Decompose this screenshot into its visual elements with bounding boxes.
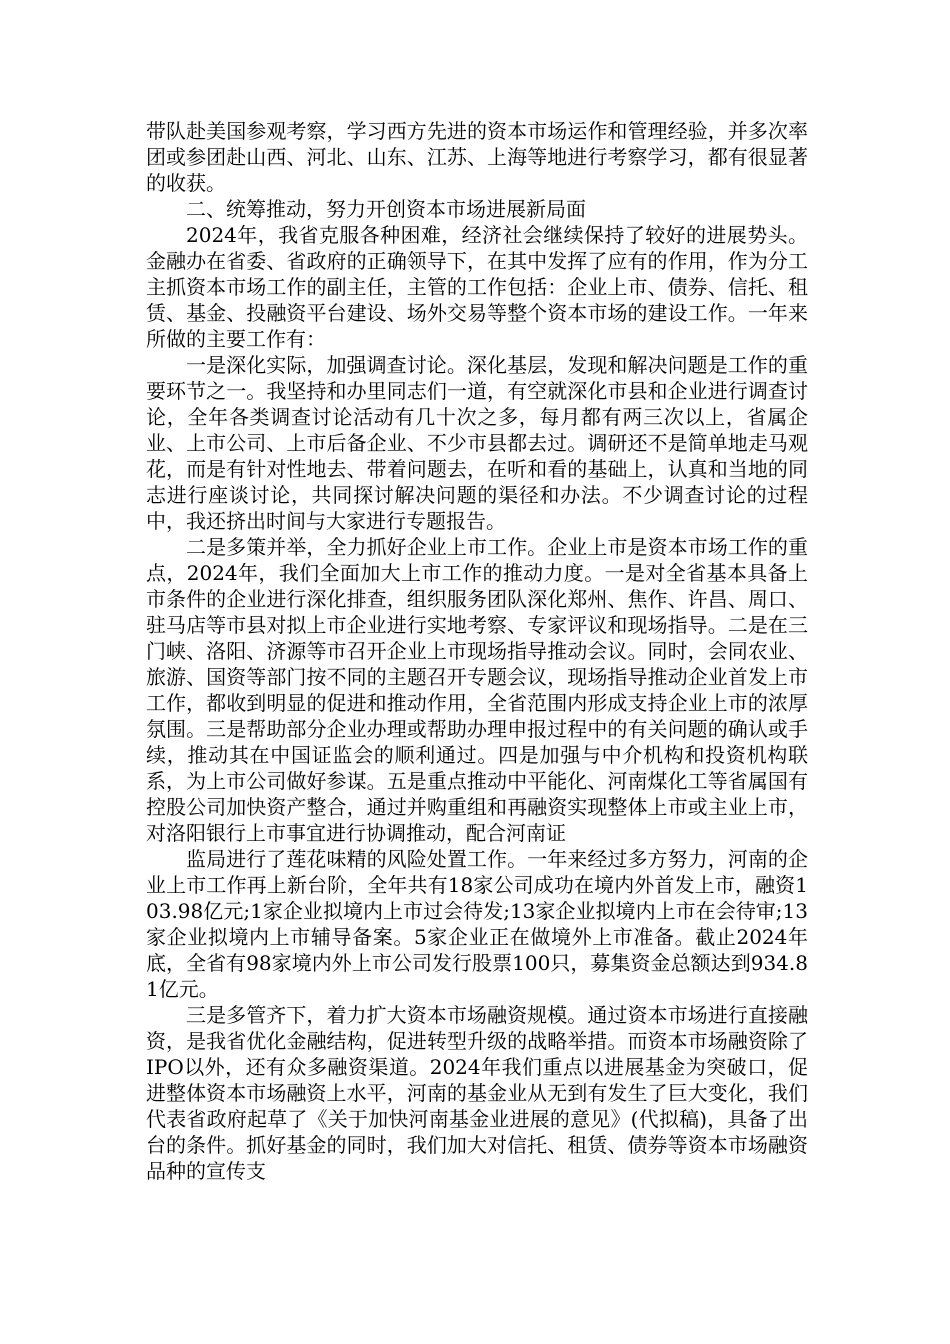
paragraph-3: 2024年，我省克服各种困难，经济社会继续保持了较好的进展势头。金融办在省委、省政府的正确领导下，在其中发挥了应有的作用，作为分工主抓资本市场工作的副主任，主管的工作包括：企业上市、债券、信托、租赁、基金、投融资平台建设、场外交易等整个资本市场的建设工作。一年来所做的主要工作有： (146, 223, 808, 351)
document-page (146, 118, 808, 1184)
paragraph-4: 一是深化实际，加强调查讨论。深化基层，发现和解决问题是工作的重要环节之一。我坚持和办里同志们一道，有空就深化市县和企业进行调查讨论，全年各类调查讨论活动有几十次之多，每月都有两三次以上，省属企业、上市公司、上市后备企业、不少市县都去过。调研还不是简单地走马观花，而是有针对性地去、带着问题去，在听和看的基础上，认真和当地的同志进行座谈讨论，共同探讨解决问题的渠径和办法。不少调查讨论的过程中，我还挤出时间与大家进行专题报告。 (146, 353, 808, 533)
paragraph-6: 监局进行了莲花味精的风险处置工作。一年来经过多方努力，河南的企业上市工作再上新台阶，全年共有18家公司成功在境内外首发上市，融资103.98亿元;1家企业拟境内上市过会待发;13家企业拟境内上市在会待审;13家企业拟境内上市辅导备案。5家企业正在做境外上市准备。截止2024年底，全省有98家境内外上市公司发行股票100只，募集资金总额达到934.81亿元。 (146, 847, 808, 1001)
paragraph-7: 三是多管齐下，着力扩大资本市场融资规模。通过资本市场进行直接融资，是我省优化金融结构，促进转型升级的战略举措。而资本市场融资除了IPO以外，还有众多融资渠道。2024年我们重点以进展基金为突破口，促进整体资本市场融资上水平，河南的基金业从无到有发生了巨大变化，我们代表省政府起草了《关于加快河南基金业进展的意见》(代拟稿)，具备了出台的条件。抓好基金的同时，我们加大对信托、租赁、债券等资本市场融资品种的宣传支 (146, 1003, 808, 1183)
paragraph-1: 带队赴美国参观考察，学习西方先进的资本市场运作和管理经验，并多次率团或参团赴山西、河北、山东、江苏、上海等地进行考察学习，都有很显著的收获。 (146, 119, 808, 195)
paragraph-5: 二是多策并举，全力抓好企业上市工作。企业上市是资本市场工作的重点，2024年，我们全面加大上市工作的推动力度。一是对全省基本具备上市条件的企业进行深化排查，组织服务团队深化郑州、焦作、许昌、周口、驻马店等市县对拟上市企业进行实地考察、专家评议和现场指导。二是在三门峡、洛阳、济源等市召开企业上市现场指导推动会议。同时，会同农业、旅游、国资等部门按不同的主题召开专题会议，现场指导推动企业首发上市工作，都收到明显的促进和推动作用，全省范围内形成支持企业上市的浓厚氛围。三是帮助部分企业办理或帮助办理申报过程中的有关问题的确认或手续，推动其在中国证监会的顺利通过。四是加强与中介机构和投资机构联系，为上市公司做好参谋。五是重点推动中平能化、河南煤化工等省属国有控股公司加快资产整合，通过并购重组和再融资实现整体上市或主业上市，对洛阳银行上市事宜进行协调推动，配合河南证 (146, 535, 808, 845)
section-heading: 二、统筹推动，努力开创资本市场进展新局面 (186, 197, 586, 221)
